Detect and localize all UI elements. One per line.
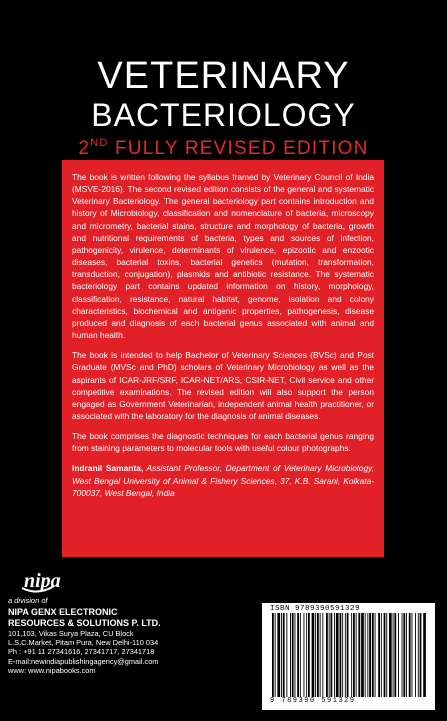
barcode-stripe (272, 613, 274, 697)
barcode-stripe (415, 613, 416, 697)
barcode-stripe (361, 613, 364, 697)
barcode-stripe (275, 613, 276, 697)
edition-suffix: ND (90, 137, 109, 149)
barcode-stripe (402, 613, 403, 697)
edition-ordinal: 2 (78, 138, 91, 159)
barcode-stripe (353, 613, 355, 697)
publisher-logo (18, 566, 61, 594)
barcode-stripe (389, 613, 392, 697)
barcode-stripe (322, 613, 323, 697)
isbn-label: ISBN 9789390591329 (270, 605, 361, 613)
barcode-stripe (381, 613, 382, 697)
barcode-stripe (290, 613, 291, 697)
barcode-stripe (369, 613, 371, 697)
division-label: a division of (8, 596, 48, 605)
barcode-stripe (375, 613, 376, 697)
publisher-name-line2: RESOURCES & SOLUTIONS P. LTD. (8, 618, 161, 628)
book-title-line1: VETERINARY (97, 55, 350, 97)
barcode-stripe (326, 613, 328, 697)
barcode-stripe (403, 613, 405, 697)
barcode-stripe (420, 613, 422, 697)
barcode-stripe (384, 613, 386, 697)
barcode-stripe (418, 613, 419, 697)
barcode-stripe (292, 613, 294, 697)
barcode-stripe (340, 613, 342, 697)
description-panel (62, 160, 384, 557)
barcode-stripe (277, 613, 280, 697)
edition-text: FULLY REVISED EDITION (108, 138, 369, 159)
barcode-stripe (308, 613, 310, 697)
barcode-stripe (286, 613, 287, 697)
barcode-stripe (306, 613, 307, 697)
barcode-stripe (336, 613, 339, 697)
barcode-stripe (342, 613, 343, 697)
publisher-name-line1: NIPA GENX ELECTRONIC (8, 607, 118, 617)
barcode-stripe (372, 613, 374, 697)
barcode-stripe (356, 613, 357, 697)
email-line: E-mail:newindiapublishingagency@gmail.com (8, 656, 159, 666)
barcode-stripe (351, 613, 352, 697)
barcode-stripe (367, 613, 368, 697)
barcode-stripe (329, 613, 330, 697)
barcode-stripe (315, 613, 316, 697)
barcode-stripe (304, 613, 305, 697)
phone-line: Ph : +91 11 27341616, 27341717, 27341718 (8, 647, 155, 657)
author-name: Indranil Samanta, (72, 463, 144, 474)
book-title-line2: BACTERIOLOGY (91, 97, 356, 133)
description-paragraph-1: The book is written following the syllabus framed by Veterinary Council of India (MSVE-2016). The second revised edition consists of the general and systematic Veterinary Bacteriology. The general bacteriology part contains introduction and history of Microbiology, classification and nomenclature of bacteria, microscopy and micrometry, bacterial stains, structure and morphology of bacteria, growth and nutritional requirements of bacteria, types and sources of infection, pathogenicity, virulence, determinants of virulence, epizootic and enzootic diseases, bacterial toxins, bacterial genetics (mutation, transformation, transduction, conjugation), plasmids and antibiotic resistance. The systematic bacteriology part contains updated information on history, morphology, classification, resistance, natural habitat, genome, isolation and colony characteristics, biochemical and antigenic properties, pathogenesis, disease produced and diagnosis of each bacterial genus associated with animal and human health. (72, 172, 374, 341)
barcode-stripe (423, 613, 426, 697)
barcode-stripe (358, 613, 360, 697)
barcode-stripe (317, 613, 319, 697)
barcode-stripe (378, 613, 380, 697)
address-line2: L.S.C.Market, Pitam Pura, New Delhi-110 034 (8, 638, 159, 648)
barcode-stripe (312, 613, 315, 697)
description-paragraph-2: The book is intended to help Bachelor of Veterinary Sciences (BVSc) and Post Graduate (MVSc and PhD) scholars of Veterinary Microbiology as well as the aspirants of ICAR-JRF/SRF, ICAR-NET/ARS, CSIR-NET, Civil service and other competitive examinations. The revised edition will also support the person engaged as Government Veterinarian, independent animal health practitioner, or associated with the laboratory for the diagnosis of animal diseases. (72, 350, 374, 421)
logo-text: nipa (24, 570, 61, 592)
barcode-stripe (393, 613, 394, 697)
barcode-stripe (320, 613, 321, 697)
barcode-stripe (345, 613, 346, 697)
barcode-stripe (398, 613, 399, 697)
barcode-stripe (409, 613, 411, 697)
barcode-stripe (334, 613, 335, 697)
barcode-stripe (365, 613, 366, 697)
barcode-stripe (394, 613, 396, 697)
description-paragraph-3: The book comprises the diagnostic techniques for each bacterial genus ranging from staining parameters to molecular tools with useful colour photographs. (72, 431, 374, 454)
barcode-stripe (412, 613, 413, 697)
address-line1: 101,103, Vikas Surya Plaza, CU Block (8, 629, 134, 638)
barcode-stripe (347, 613, 349, 697)
barcode-panel (262, 603, 435, 710)
barcode-digits: 9 789390 591329 (270, 697, 356, 705)
barcode-stripe (406, 613, 407, 697)
publisher-info (8, 596, 258, 675)
barcode-stripe (331, 613, 333, 697)
barcode-stripe (386, 613, 387, 697)
edition-label (0, 138, 447, 160)
author-info (72, 462, 374, 498)
barcode-stripe (295, 613, 296, 697)
barcode-stripe (300, 613, 301, 697)
author-affiliation: Assistant Professor, Department of Veterinary Microbiology, West Bengal University of Animal & Fishery Sciences, 37, K.B. Sarani, Kolkata- 700037, West Bengal, India (72, 463, 374, 498)
barcode-image (270, 613, 427, 697)
barcode-stripe (297, 613, 299, 697)
barcode-stripe (281, 613, 282, 697)
barcode-stripe (283, 613, 285, 697)
website-line: www: www.nipabooks.com (8, 665, 96, 675)
